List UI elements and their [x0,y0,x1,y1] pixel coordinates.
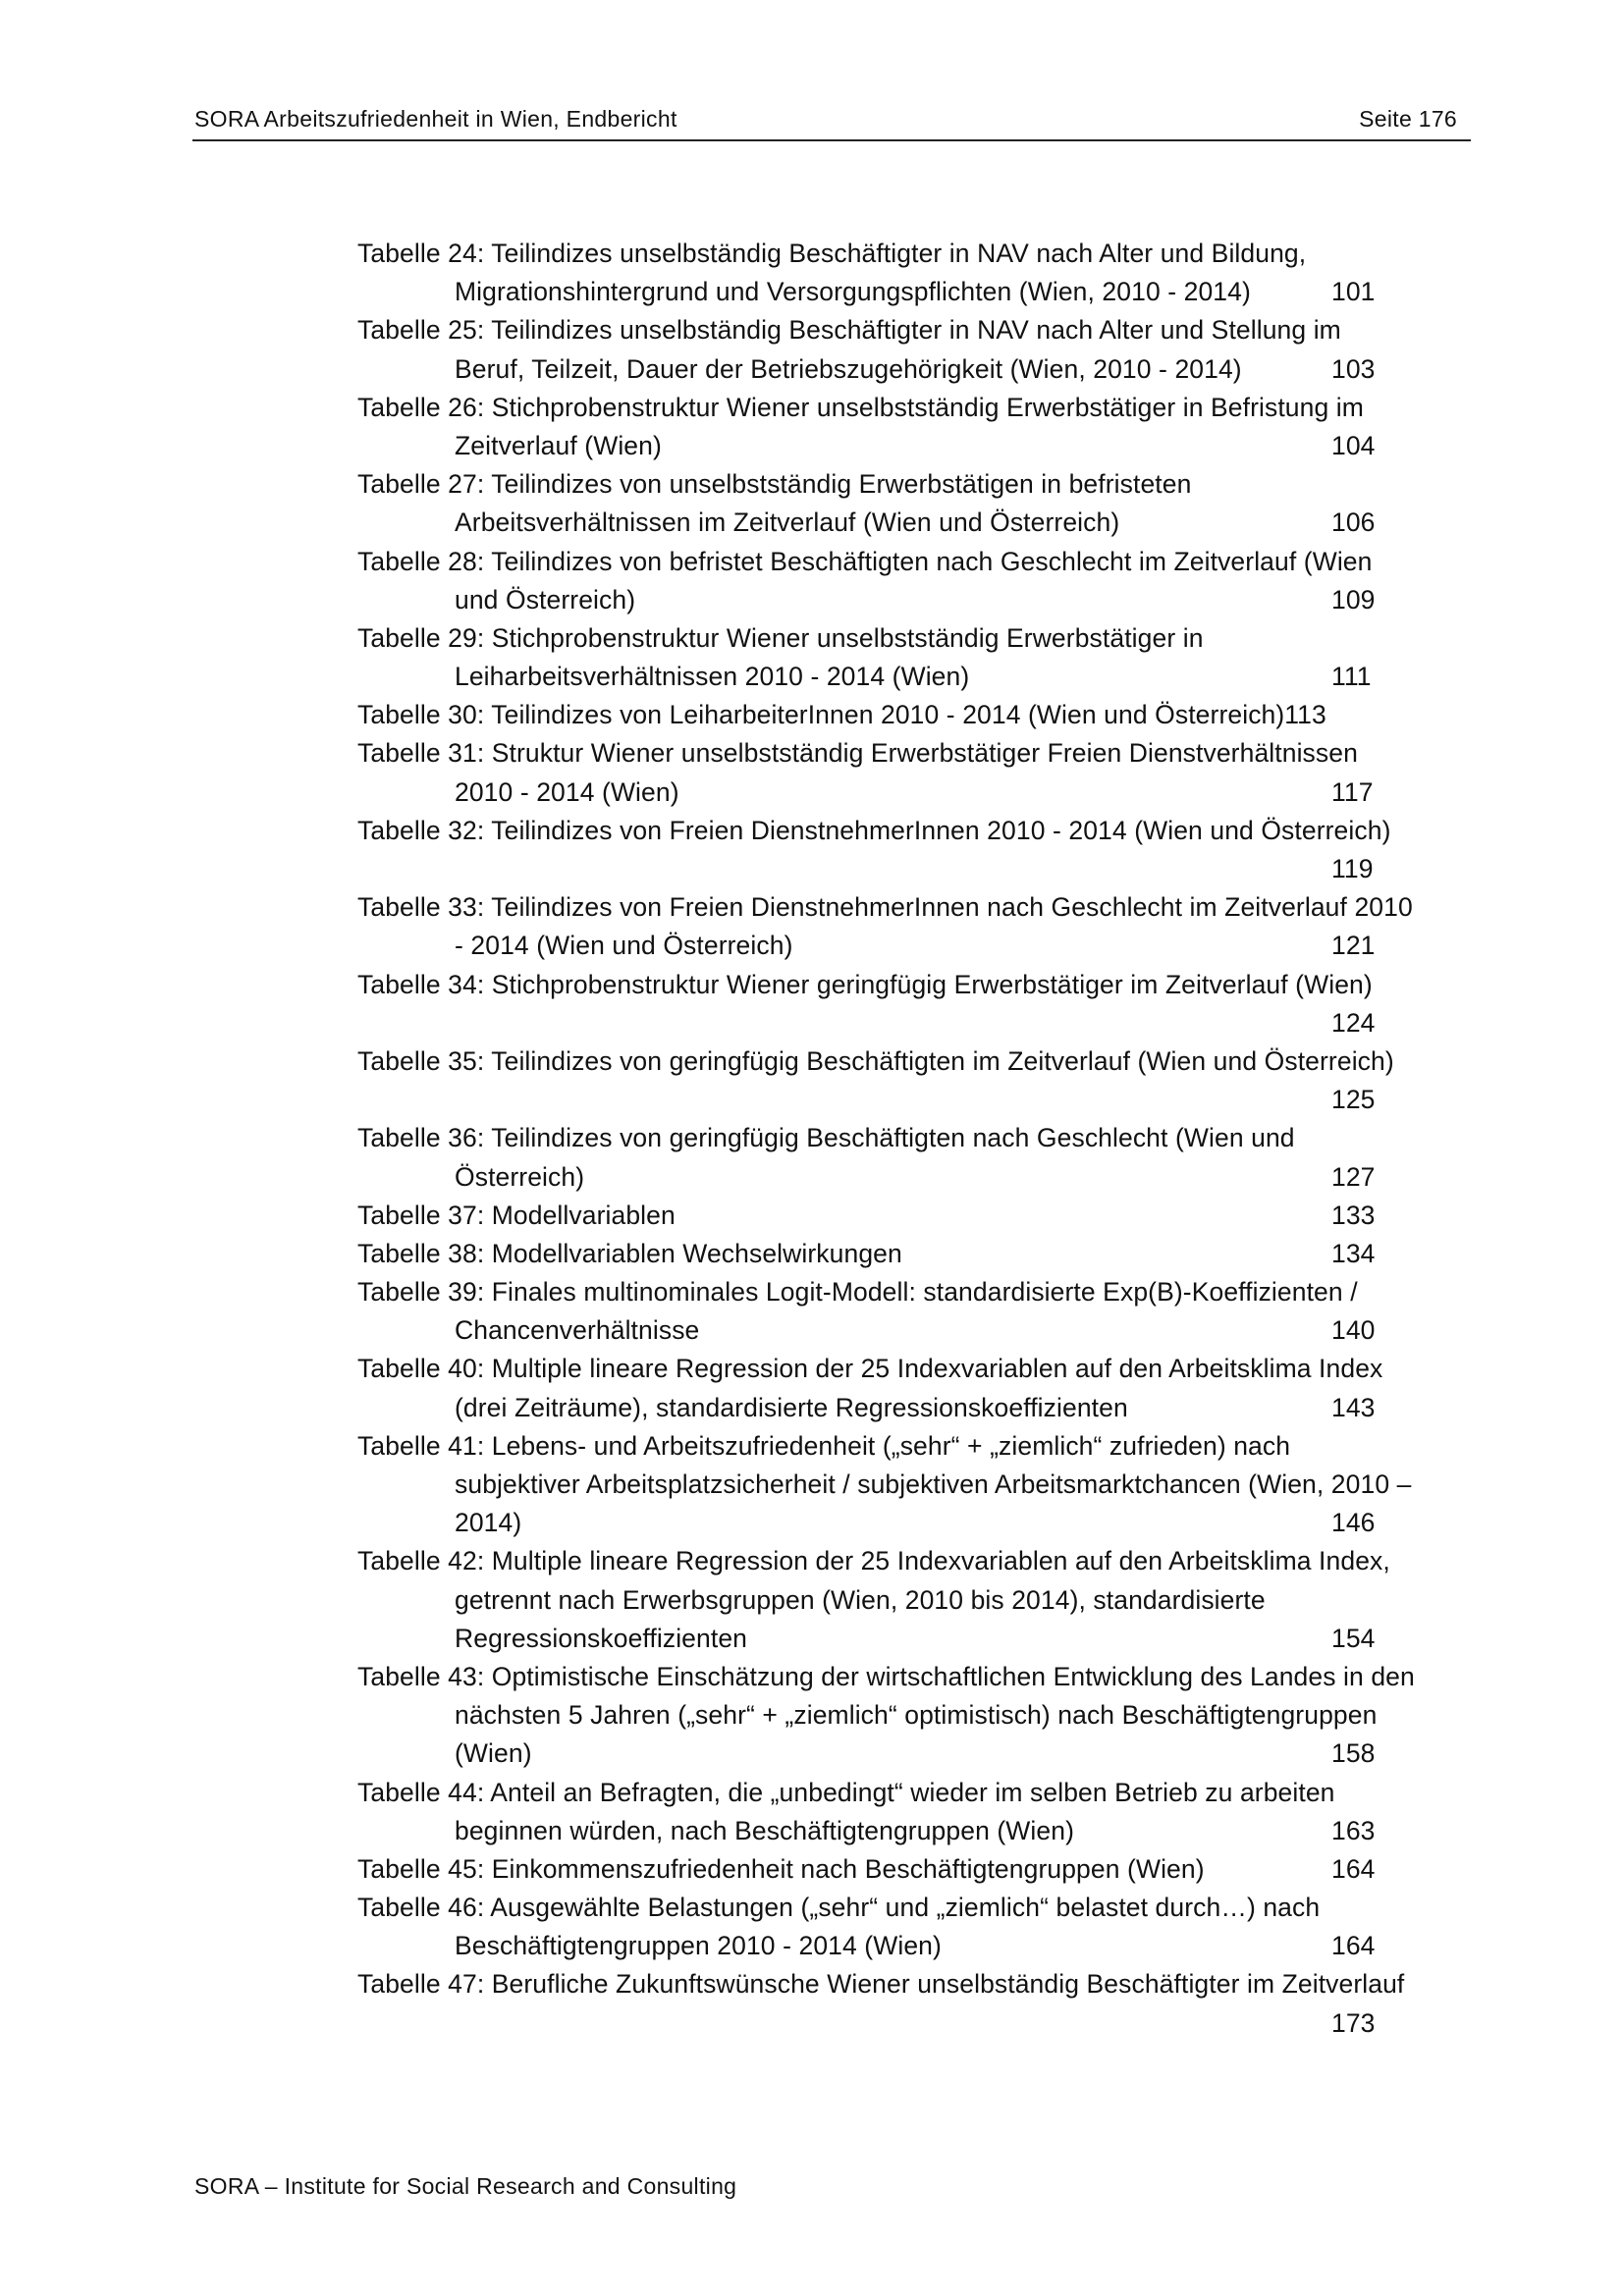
toc-page-number: 143 [1331,1392,1376,1422]
toc-entry-line: 2014) 146 [357,1504,1477,1542]
toc-entry-line: Tabelle 25: Teilindizes unselbständig Beschäftigter in NAV nach Alter und Stellung im [357,315,1341,346]
toc-page-number: 158 [1331,1738,1376,1769]
toc-page-number: 111 [1331,662,1372,692]
toc-entry[interactable] [357,1658,1477,1774]
toc-entry[interactable] [357,1850,1477,1889]
header-title: SORA Arbeitszufriedenheit in Wien, Endbericht [194,106,677,132]
toc-entry-line: Regressionskoeffizienten 154 [357,1620,1477,1658]
toc-entry[interactable] [357,1427,1477,1543]
toc-page-row [357,2004,1477,2043]
toc-page-number: 124 [1331,1007,1376,1038]
toc-entry-line: Leiharbeitsverhältnissen 2010 - 2014 (Wien) 111 [357,658,1477,696]
toc-entry[interactable] [357,1774,1477,1850]
toc-entry-line: Chancenverhältnisse 140 [357,1311,1477,1350]
toc-page-row [357,1004,1477,1042]
toc-page-number: 117 [1331,776,1374,807]
toc-page-number: 164 [1331,1931,1376,1961]
toc-entry-line: Tabelle 39: Finales multinominales Logit-Modell: standardisierte Exp(B)-Koeffizienten / [357,1277,1358,1308]
toc-entry-line: Tabelle 26: Stichprobenstruktur Wiener unselbstständig Erwerbstätiger in Befristung im [357,392,1364,422]
toc-entry-line: Tabelle 32: Teilindizes von Freien DienstnehmerInnen 2010 - 2014 (Wien und Österreich) [357,815,1391,845]
toc-entry-line: Tabelle 46: Ausgewählte Belastungen („sehr“ und „ziemlich“ belastet durch…) nach [357,1893,1321,1923]
toc-entry-line: und Österreich) 109 [357,581,1477,619]
toc-page-number: 134 [1331,1238,1376,1268]
toc-entry[interactable] [357,1042,1477,1119]
toc-entry-line: Tabelle 47: Berufliche Zukunftswünsche Wiener unselbständig Beschäftigter im Zeitverlauf [357,1969,1405,2000]
toc-entry-line: 2010 - 2014 (Wien) 117 [357,774,1477,812]
toc-page-number: 104 [1331,430,1376,460]
toc-entry-line: getrennt nach Erwerbsgruppen (Wien, 2010 bis 2014), standardisierte [455,1584,1266,1615]
toc-entry[interactable] [357,1542,1477,1658]
toc-page-row [357,850,1477,888]
toc-entry[interactable] [357,389,1477,465]
toc-entry[interactable] [357,543,1477,619]
toc-page-number: 101 [1331,277,1376,307]
toc-entry-line: Beruf, Teilzeit, Dauer der Betriebszugehörigkeit (Wien, 2010 - 2014) 103 [357,350,1477,389]
toc-entry-line: Zeitverlauf (Wien) 104 [357,427,1477,465]
toc-entry-line: Tabelle 35: Teilindizes von geringfügig Beschäftigten im Zeitverlauf (Wien und Österreich) [357,1045,1394,1076]
toc-entry-line: Tabelle 41: Lebens- und Arbeitszufriedenheit („sehr“ + „ziemlich“ zufrieden) nach [357,1430,1291,1461]
toc-entry[interactable] [357,734,1477,811]
page-footer: SORA – Institute for Social Research and Consulting [194,2173,737,2199]
toc-entry[interactable] [357,619,1477,696]
toc-page-number: 163 [1331,1815,1376,1845]
toc-page-number: 133 [1331,1200,1376,1230]
toc-entry-line: Tabelle 37: Modellvariablen 133 [357,1197,1477,1235]
toc-page-number: 154 [1331,1623,1376,1653]
toc-entry-line: Tabelle 38: Modellvariablen Wechselwirkungen 134 [357,1235,1477,1273]
toc-entry-line: Beschäftigtengruppen 2010 - 2014 (Wien) 164 [357,1927,1477,1965]
toc-entry-line: Arbeitsverhältnissen im Zeitverlauf (Wien und Österreich) 106 [357,504,1477,542]
toc-entry-line: - 2014 (Wien und Österreich) 121 [357,927,1477,965]
toc-entry-line: Tabelle 42: Multiple lineare Regression der 25 Indexvariablen auf den Arbeitsklima Index, [357,1546,1390,1576]
toc-entry-line: Tabelle 33: Teilindizes von Freien DienstnehmerInnen nach Geschlecht im Zeitverlauf 2010 [357,892,1413,923]
toc-entry-line: Tabelle 24: Teilindizes unselbständig Beschäftigter in NAV nach Alter und Bildung, [357,239,1307,268]
toc-entry-line: (Wien) 158 [357,1735,1477,1773]
toc-entry-line: Tabelle 31: Struktur Wiener unselbstständig Erwerbstätiger Freien Dienstverhältnissen [357,738,1358,769]
toc-entry-line: nächsten 5 Jahren („sehr“ + „ziemlich“ optimistisch) nach Beschäftigtengruppen [455,1700,1378,1731]
toc-page-number: 106 [1331,507,1376,538]
toc-entry-line: Tabelle 43: Optimistische Einschätzung der wirtschaftlichen Entwicklung des Landes in den [357,1661,1415,1691]
toc-entry[interactable] [357,888,1477,965]
toc-page-number: 127 [1331,1161,1376,1192]
toc-page-number: 146 [1331,1508,1376,1538]
toc-page-number: 164 [1331,1853,1376,1884]
toc-entry-line: Tabelle 28: Teilindizes von befristet Beschäftigten nach Geschlecht im Zeitverlauf (Wien [357,546,1373,576]
toc-page-row [357,1081,1477,1119]
toc-entry-line: Tabelle 36: Teilindizes von geringfügig Beschäftigten nach Geschlecht (Wien und [357,1123,1295,1153]
toc-entry[interactable] [357,1235,1477,1273]
toc-entry[interactable] [357,465,1477,542]
toc-page-number: 121 [1331,931,1376,961]
toc-page-number: 119 [1331,854,1374,883]
toc-entry[interactable] [357,966,1477,1042]
toc-page-number: 103 [1331,353,1376,384]
toc-entry[interactable] [357,1273,1477,1350]
toc-entry-line: Migrationshintergrund und Versorgungspflichten (Wien, 2010 - 2014) 101 [357,273,1477,311]
toc-entry-line: Österreich) 127 [357,1158,1477,1197]
toc-page-number: 125 [1331,1085,1376,1115]
toc-entry-line: Tabelle 29: Stichprobenstruktur Wiener unselbstständig Erwerbstätiger in [357,622,1204,653]
toc-entry-line: beginnen würden, nach Beschäftigtengruppen (Wien) 163 [357,1812,1477,1850]
toc-entry[interactable] [357,1350,1477,1426]
toc-entry-line: Tabelle 30: Teilindizes von LeiharbeiterInnen 2010 - 2014 (Wien und Österreich)113 [357,700,1326,730]
toc-entry[interactable] [357,696,1477,734]
toc-entry-line: (drei Zeiträume), standardisierte Regressionskoeffizienten 143 [357,1389,1477,1427]
toc-entry[interactable] [357,1197,1477,1235]
table-list [357,235,1477,2043]
toc-entry-line: subjektiver Arbeitsplatzsicherheit / subjektiven Arbeitsmarktchancen (Wien, 2010 – [455,1469,1412,1499]
toc-page-number: 109 [1331,584,1376,614]
toc-page-number: 140 [1331,1315,1376,1346]
toc-entry-line: Tabelle 44: Anteil an Befragten, die „unbedingt“ wieder im selben Betrieb zu arbeiten [357,1777,1335,1807]
toc-page-number: 173 [1331,2007,1376,2038]
toc-entry[interactable] [357,1119,1477,1196]
toc-entry-line: Tabelle 34: Stichprobenstruktur Wiener geringfügig Erwerbstätiger im Zeitverlauf (Wien) [357,969,1373,999]
page-header [192,102,1471,141]
toc-entry[interactable] [357,1965,1477,2042]
toc-entry[interactable] [357,311,1477,388]
toc-entry-line: Tabelle 40: Multiple lineare Regression der 25 Indexvariablen auf den Arbeitsklima Index [357,1354,1383,1384]
toc-entry-line: Tabelle 27: Teilindizes von unselbstständig Erwerbstätigen in befristeten [357,469,1192,500]
toc-entry[interactable] [357,235,1477,311]
header-page-number: Seite 176 [1359,106,1457,132]
toc-entry[interactable] [357,1889,1477,1965]
toc-entry-line: Tabelle 45: Einkommenszufriedenheit nach Beschäftigtengruppen (Wien) 164 [357,1850,1477,1889]
toc-entry[interactable] [357,812,1477,888]
